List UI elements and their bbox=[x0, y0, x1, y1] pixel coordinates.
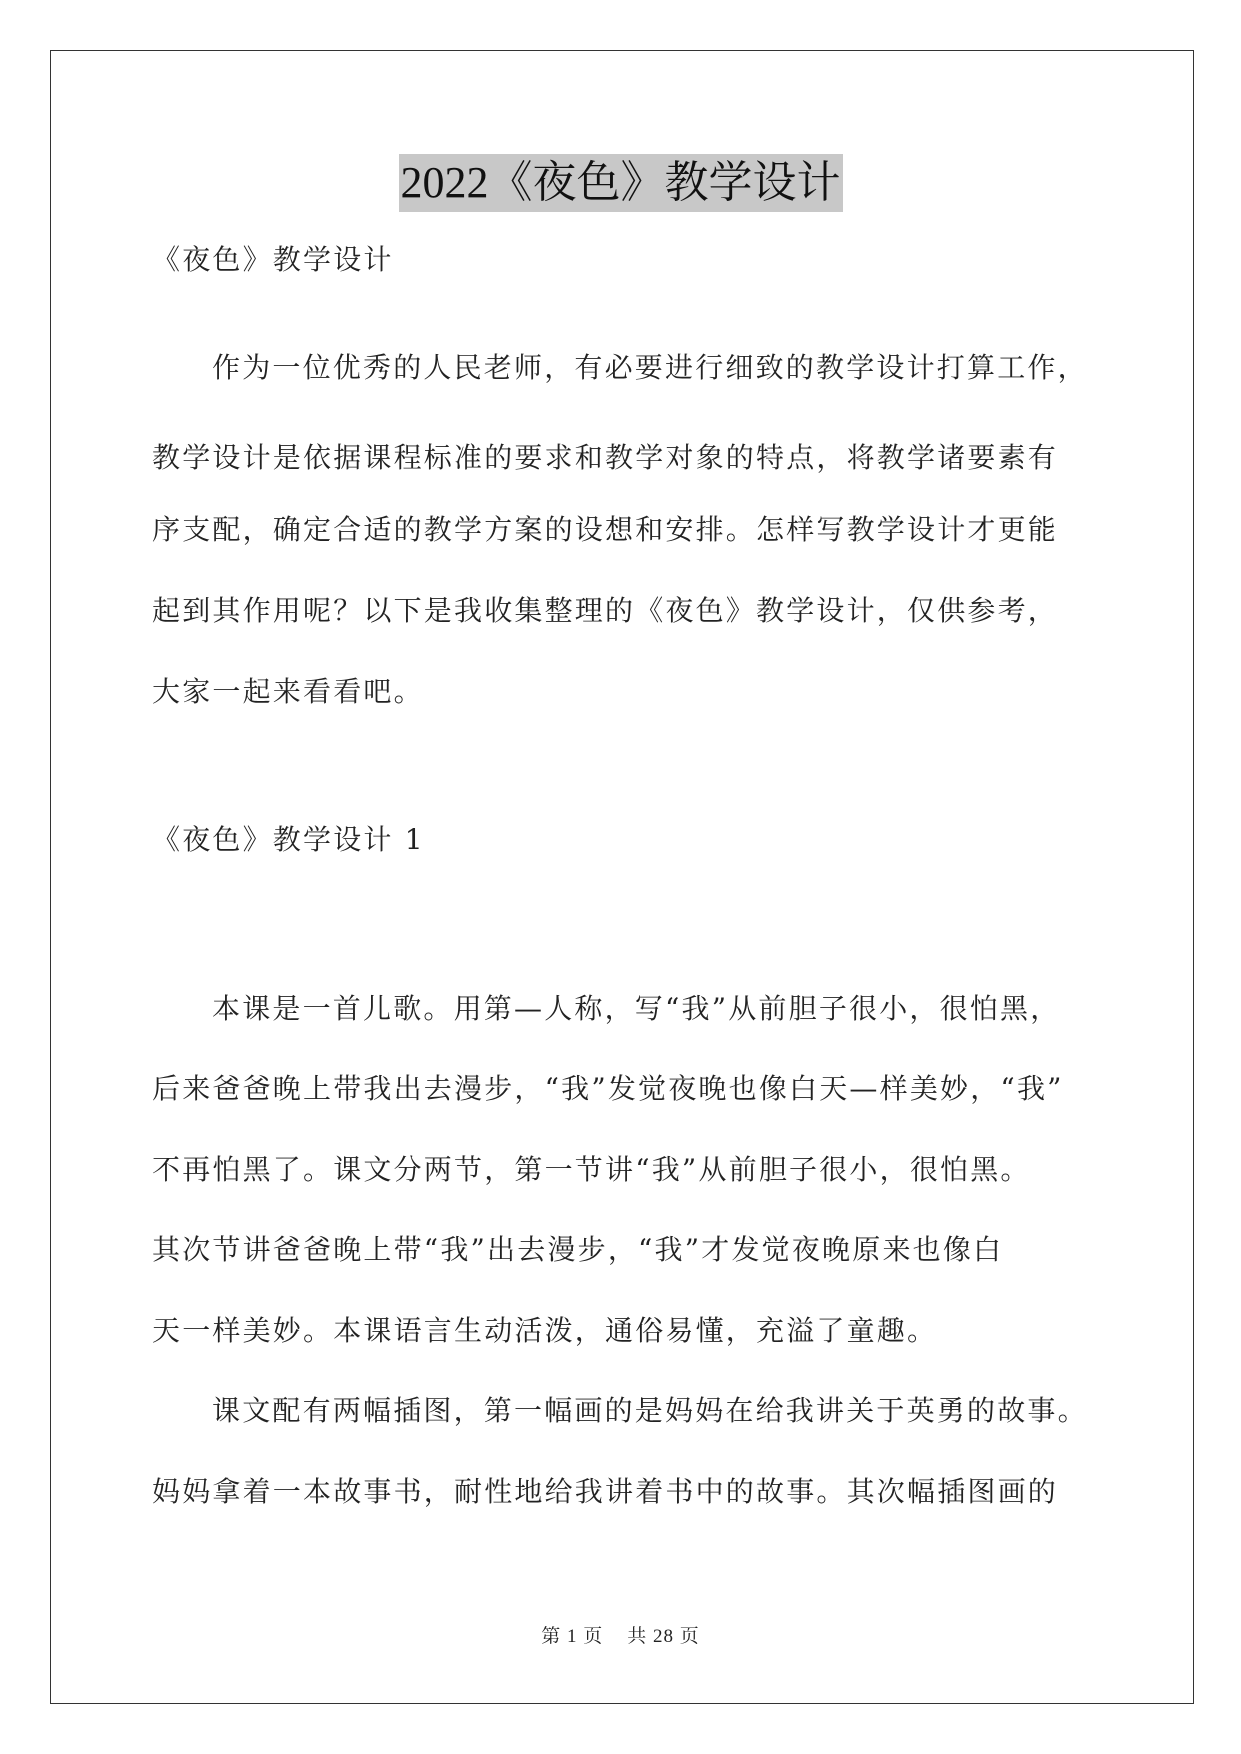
section-heading: 《夜色》教学设计 1 bbox=[152, 823, 425, 856]
paragraph-line: 天一样美妙。本课语言生动活泼，通俗易懂，充溢了童趣。 bbox=[152, 1314, 938, 1347]
intro-line: 教学设计是依据课程标准的要求和教学对象的特点，将教学诸要素有 bbox=[152, 441, 1059, 474]
subtitle: 《夜色》教学设计 bbox=[152, 243, 394, 276]
intro-line: 大家一起来看看吧。 bbox=[152, 675, 424, 708]
page-footer bbox=[0, 1621, 1241, 1648]
paragraph-line: 后来爸爸晚上带我出去漫步，“我”发觉夜晚也像白天—样美妙，“我” bbox=[152, 1072, 1064, 1105]
paragraph-line: 不再怕黑了。课文分两节，第一节讲“我”从前胆子很小，很怕黑。 bbox=[152, 1153, 1031, 1186]
intro-line: 起到其作用呢？以下是我收集整理的《夜色》教学设计，仅供参考， bbox=[152, 594, 1059, 627]
page-total: 共 28 页 bbox=[627, 1626, 700, 1647]
page-number: 第 1 页 bbox=[541, 1626, 604, 1647]
paragraph-line: 课文配有两幅插图，第一幅画的是妈妈在给我讲关于英勇的故事。 bbox=[212, 1394, 1088, 1427]
paragraph-line: 妈妈拿着一本故事书，耐性地给我讲着书中的故事。其次幅插图画的 bbox=[152, 1475, 1059, 1508]
paragraph-line: 本课是一首儿歌。用第—人称，写“我”从前胆子很小，很怕黑， bbox=[212, 992, 1061, 1025]
title-container bbox=[0, 154, 1241, 212]
page-border bbox=[50, 50, 1194, 1704]
intro-line: 序支配，确定合适的教学方案的设想和安排。怎样写教学设计才更能 bbox=[152, 513, 1059, 546]
intro-line: 作为一位优秀的人民老师，有必要进行细致的教学设计打算工作， bbox=[212, 351, 1088, 384]
document-title: 2022《夜色》教学设计 bbox=[399, 154, 843, 212]
paragraph-line: 其次节讲爸爸晚上带“我”出去漫步，“我”才发觉夜晚原来也像白 bbox=[152, 1233, 1004, 1266]
